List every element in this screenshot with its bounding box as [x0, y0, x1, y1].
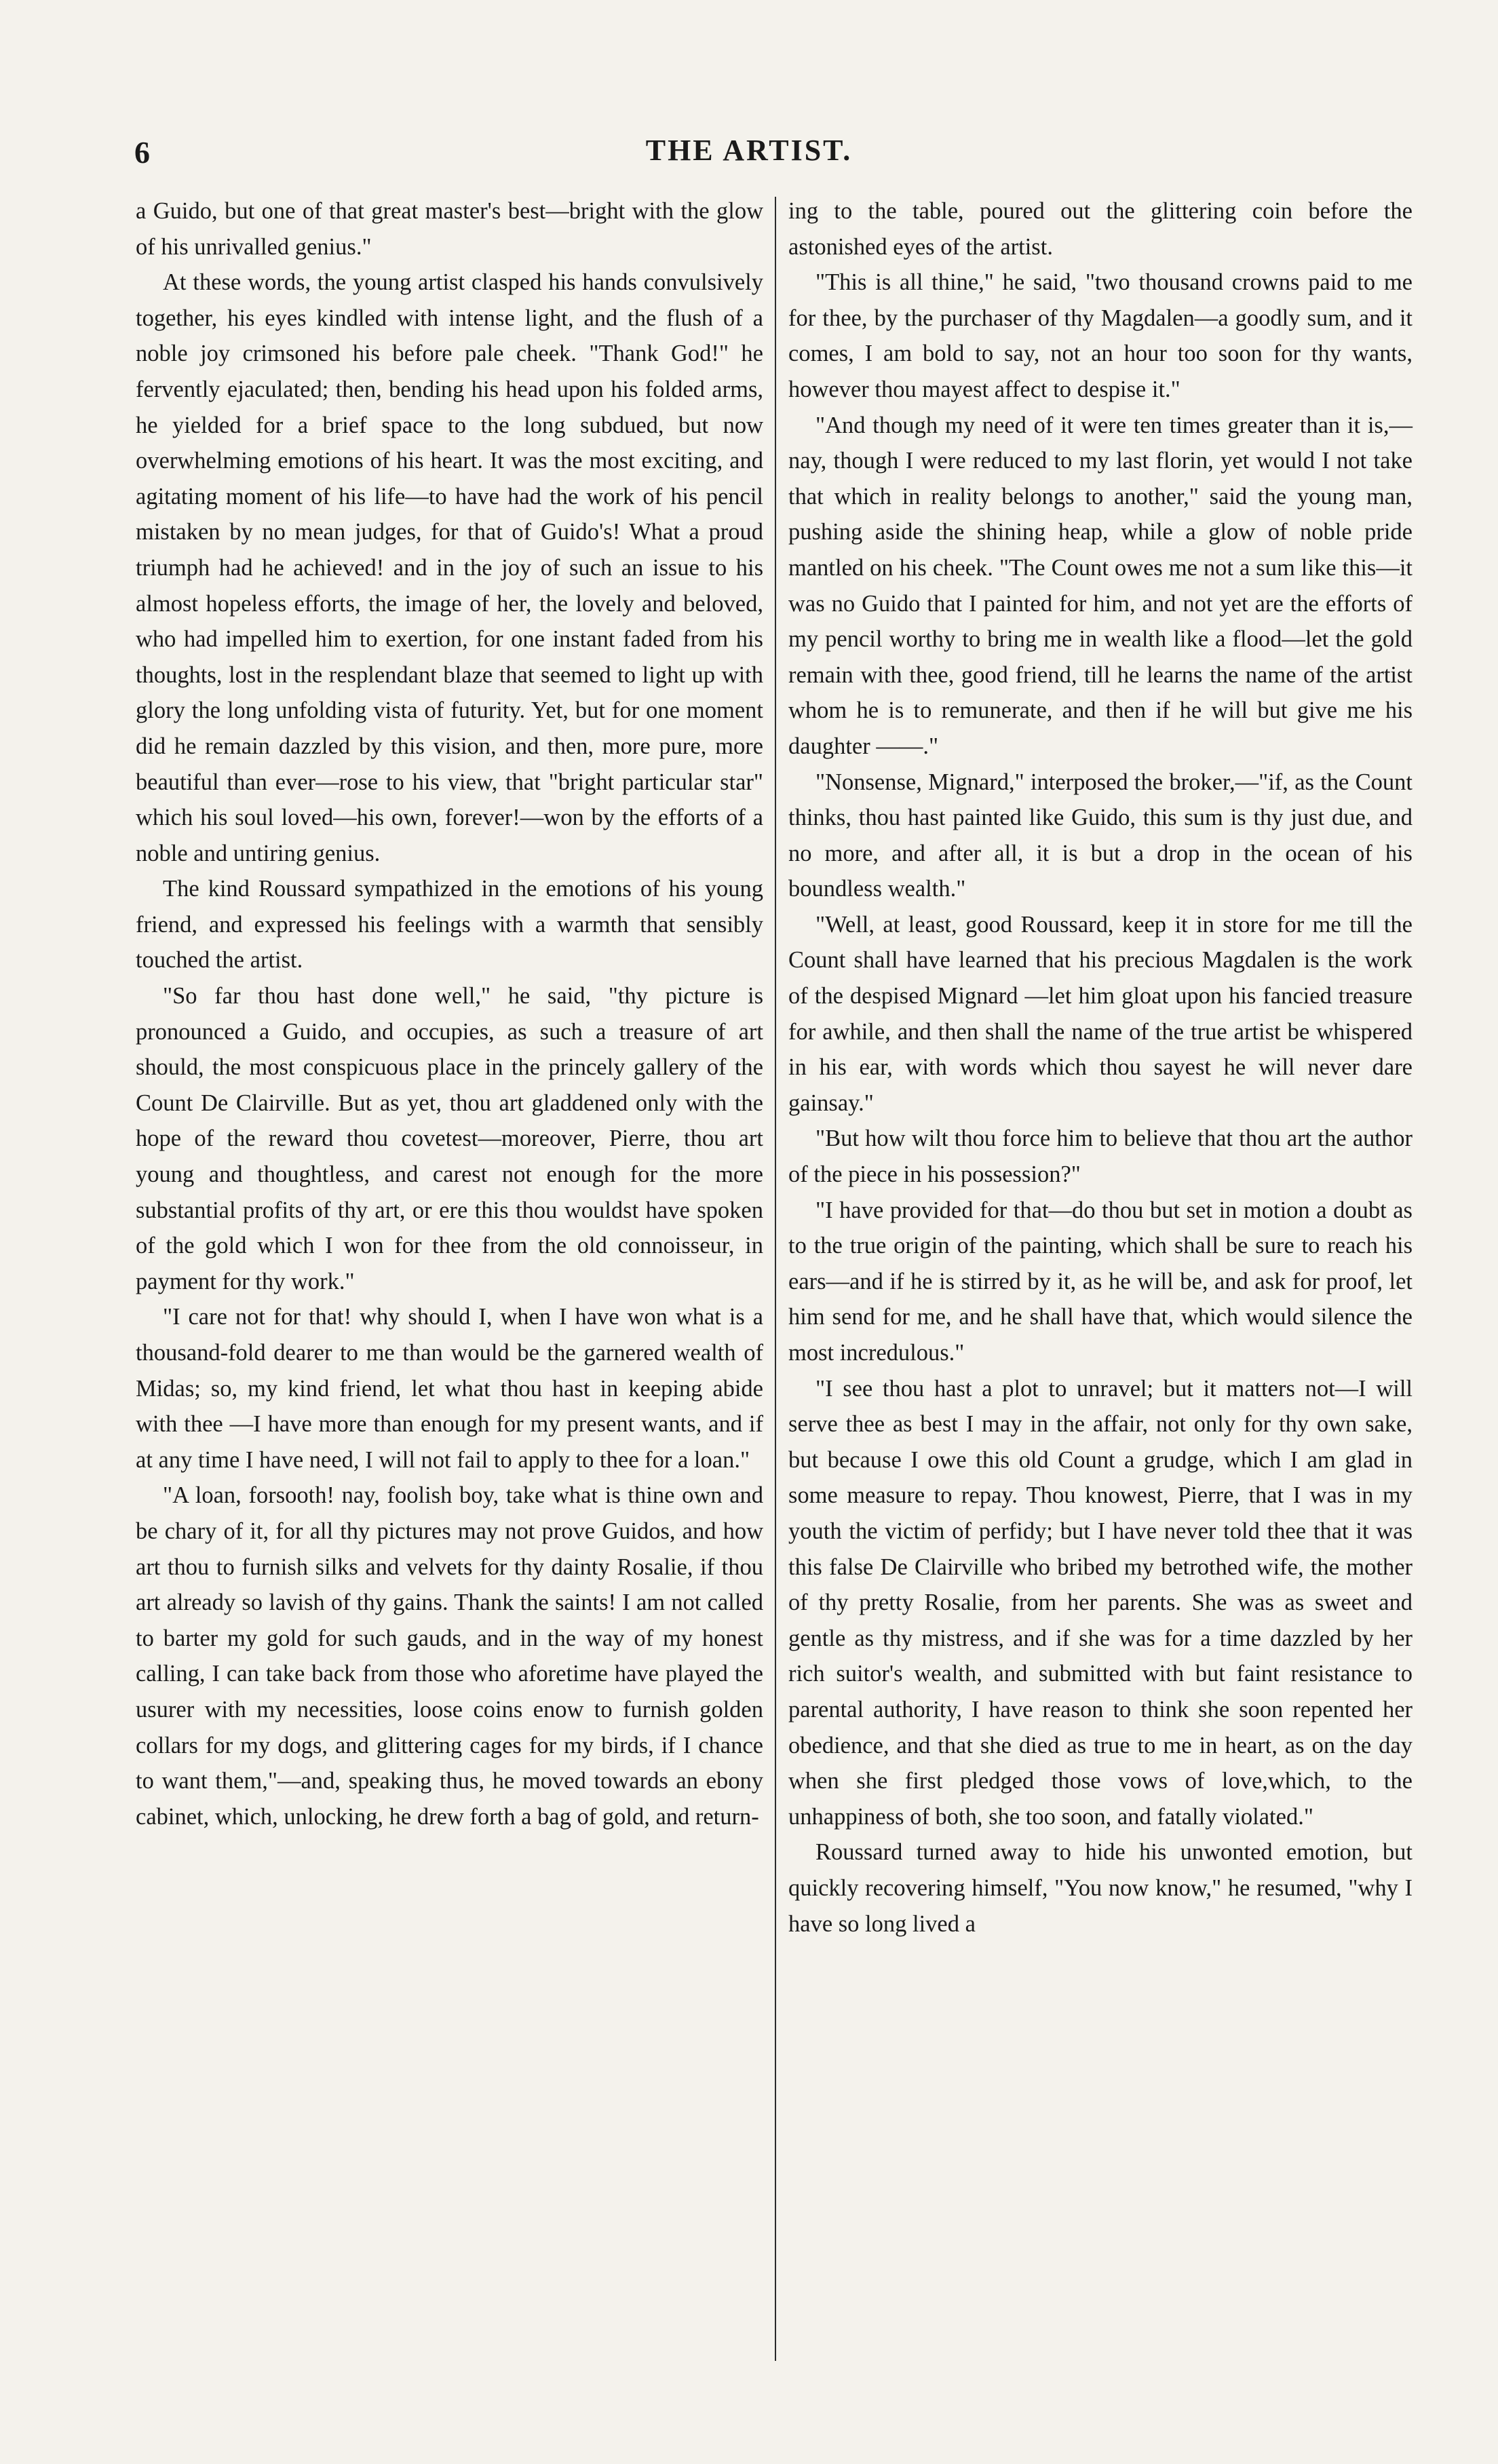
paragraph: "So far thou hast done well," he said, "thy picture is pronounced a Guido, and occupies, as such a treasure of art should, the most conspicuous place in the princely gallery of the Count De Clairville. But as yet, thou art gladdened only with the hope of the reward thou covetest—moreover, Pierre, thou art young and thoughtless, and carest not enough for the more substantial profits of thy art, or ere this thou wouldst have spoken of the gold which I won for thee from the old connoisseur, in payment for thy work." [136, 983, 763, 1294]
left-column [136, 193, 763, 1834]
page-number: 6 [134, 135, 150, 170]
paragraph: "I have provided for that—do thou but set in motion a doubt as to the true origin of the painting, which shall be sure to reach his ears—and if he is stirred by it, as he will be, and ask for proof, let him send for me, and he shall have that, which would silence the most incredulous." [788, 1197, 1413, 1366]
paragraph: "And though my need of it were ten times greater than it is,—nay, though I were reduced to my last florin, yet would I not take that which in reality belongs to another," said the young man, pushing aside the shining heap, while a glow of noble pride mantled on his cheek. "The Count owes me not a sum like this—it was no Guido that I painted for him, and not yet are the efforts of my pencil worthy to bring me in wealth like a flood—let the gold remain with thee, good friend, till he learns the name of the artist whom he is to remunerate, and then if he will but give me his daughter ——." [788, 412, 1413, 759]
paragraph: "A loan, forsooth! nay, foolish boy, take what is thine own and be chary of it, for all thy pictures may not prove Guidos, and how art thou to furnish silks and velvets for thy dainty Rosalie, if thou art already so lavish of thy gains. Thank the saints! I am not called to barter my gold for such gauds, and in the way of my honest calling, I can take back from those who aforetime have played the usurer with my necessities, loose coins enow to furnish golden collars for my dogs, and glittering cages for my birds, if I chance to want them,"—and, speaking thus, he moved towards an ebony cabinet, which, unlocking, he drew forth a bag of gold, and return- [136, 1482, 763, 1830]
paragraph: a Guido, but one of that great master's best—bright with the glow of his unrivalled genius." [136, 198, 763, 260]
paragraph: ing to the table, poured out the glittering coin before the astonished eyes of the artist. [788, 198, 1413, 260]
paragraph: "But how wilt thou force him to believe that thou art the author of the piece in his possession?" [788, 1125, 1413, 1188]
paragraph: "This is all thine," he said, "two thousand crowns paid to me for thee, by the purchaser of thy Magdalen—a goodly sum, and it comes, I am bold to say, not an hour too soon for thy wants, however thou mayest affect to despise it." [788, 269, 1413, 402]
paragraph: Roussard turned away to hide his unwonted emotion, but quickly recovering himself, "You now know," he resumed, "why I have so long lived a [788, 1839, 1413, 1937]
paragraph: "Well, at least, good Roussard, keep it in store for me till the Count shall have learned that his precious Magdalen is the work of the despised Mignard —let him gloat upon his fancied treasure for awhile, and then shall the name of the true artist be whispered in his ear, with words which thou sayest he will never dare gainsay." [788, 911, 1413, 1116]
paragraph: "I care not for that! why should I, when I have won what is a thousand-fold dearer to me than would be the garnered wealth of Midas; so, my kind friend, let what thou hast in keeping abide with thee —I have more than enough for my present wants, and if at any time I have need, I will not fail to apply to thee for a loan." [136, 1304, 763, 1473]
running-title: THE ARTIST. [645, 134, 853, 167]
paragraph: At these words, the young artist clasped his hands convulsively together, his eyes kindled with intense light, and the flush of a noble joy crimsoned his before pale cheek. "Thank God!" he fervently ejaculated; then, bending his head upon his folded arms, he yielded for a brief space to the long subdued, but now overwhelming emotions of his heart. It was the most exciting, and agitating moment of his life—to have had the work of his pencil mistaken by no mean judges, for that of Guido's! What a proud triumph had he achieved! and in the joy of such an issue to his almost hopeless efforts, the image of her, the lovely and beloved, who had impelled him to exertion, for one instant faded from his thoughts, lost in the resplendant blaze that seemed to light up with glory the long unfolding vista of futurity. Yet, but for one moment did he remain dazzled by this vision, and then, more pure, more beautiful than ever—rose to his view, that "bright particular star" which his soul loved—his own, forever!—won by the efforts of a noble and untiring genius. [136, 269, 763, 866]
paragraph: "I see thou hast a plot to unravel; but it matters not—I will serve thee as best I may in the affair, not only for thy own sake, but because I owe this old Count a grudge, which I am glad in some measure to repay. Thou knowest, Pierre, that I was in my youth the victim of perfidy; but I have never told thee that it was this false De Clairville who bribed my betrothed wife, the mother of thy pretty Rosalie, from her parents. She was as sweet and gentle as thy mistress, and if she was for a time dazzled by her rich suitor's wealth, and submitted with but faint resistance to parental authority, I have reason to think she soon repented her obedience, and that she died as true to me in heart, as on the day when she first pledged those vows of love,which, to the unhappiness of both, she too soon, and fatally violated." [788, 1375, 1413, 1830]
paragraph: "Nonsense, Mignard," interposed the broker,—"if, as the Count thinks, thou hast painted like Guido, this sum is thy just due, and no more, and after all, it is but a drop in the ocean of his boundless wealth." [788, 769, 1413, 902]
right-column [788, 193, 1413, 1942]
paragraph: The kind Roussard sympathized in the emotions of his young friend, and expressed his feelings with a warmth that sensibly touched the artist. [136, 876, 763, 974]
column-divider [775, 197, 776, 2361]
